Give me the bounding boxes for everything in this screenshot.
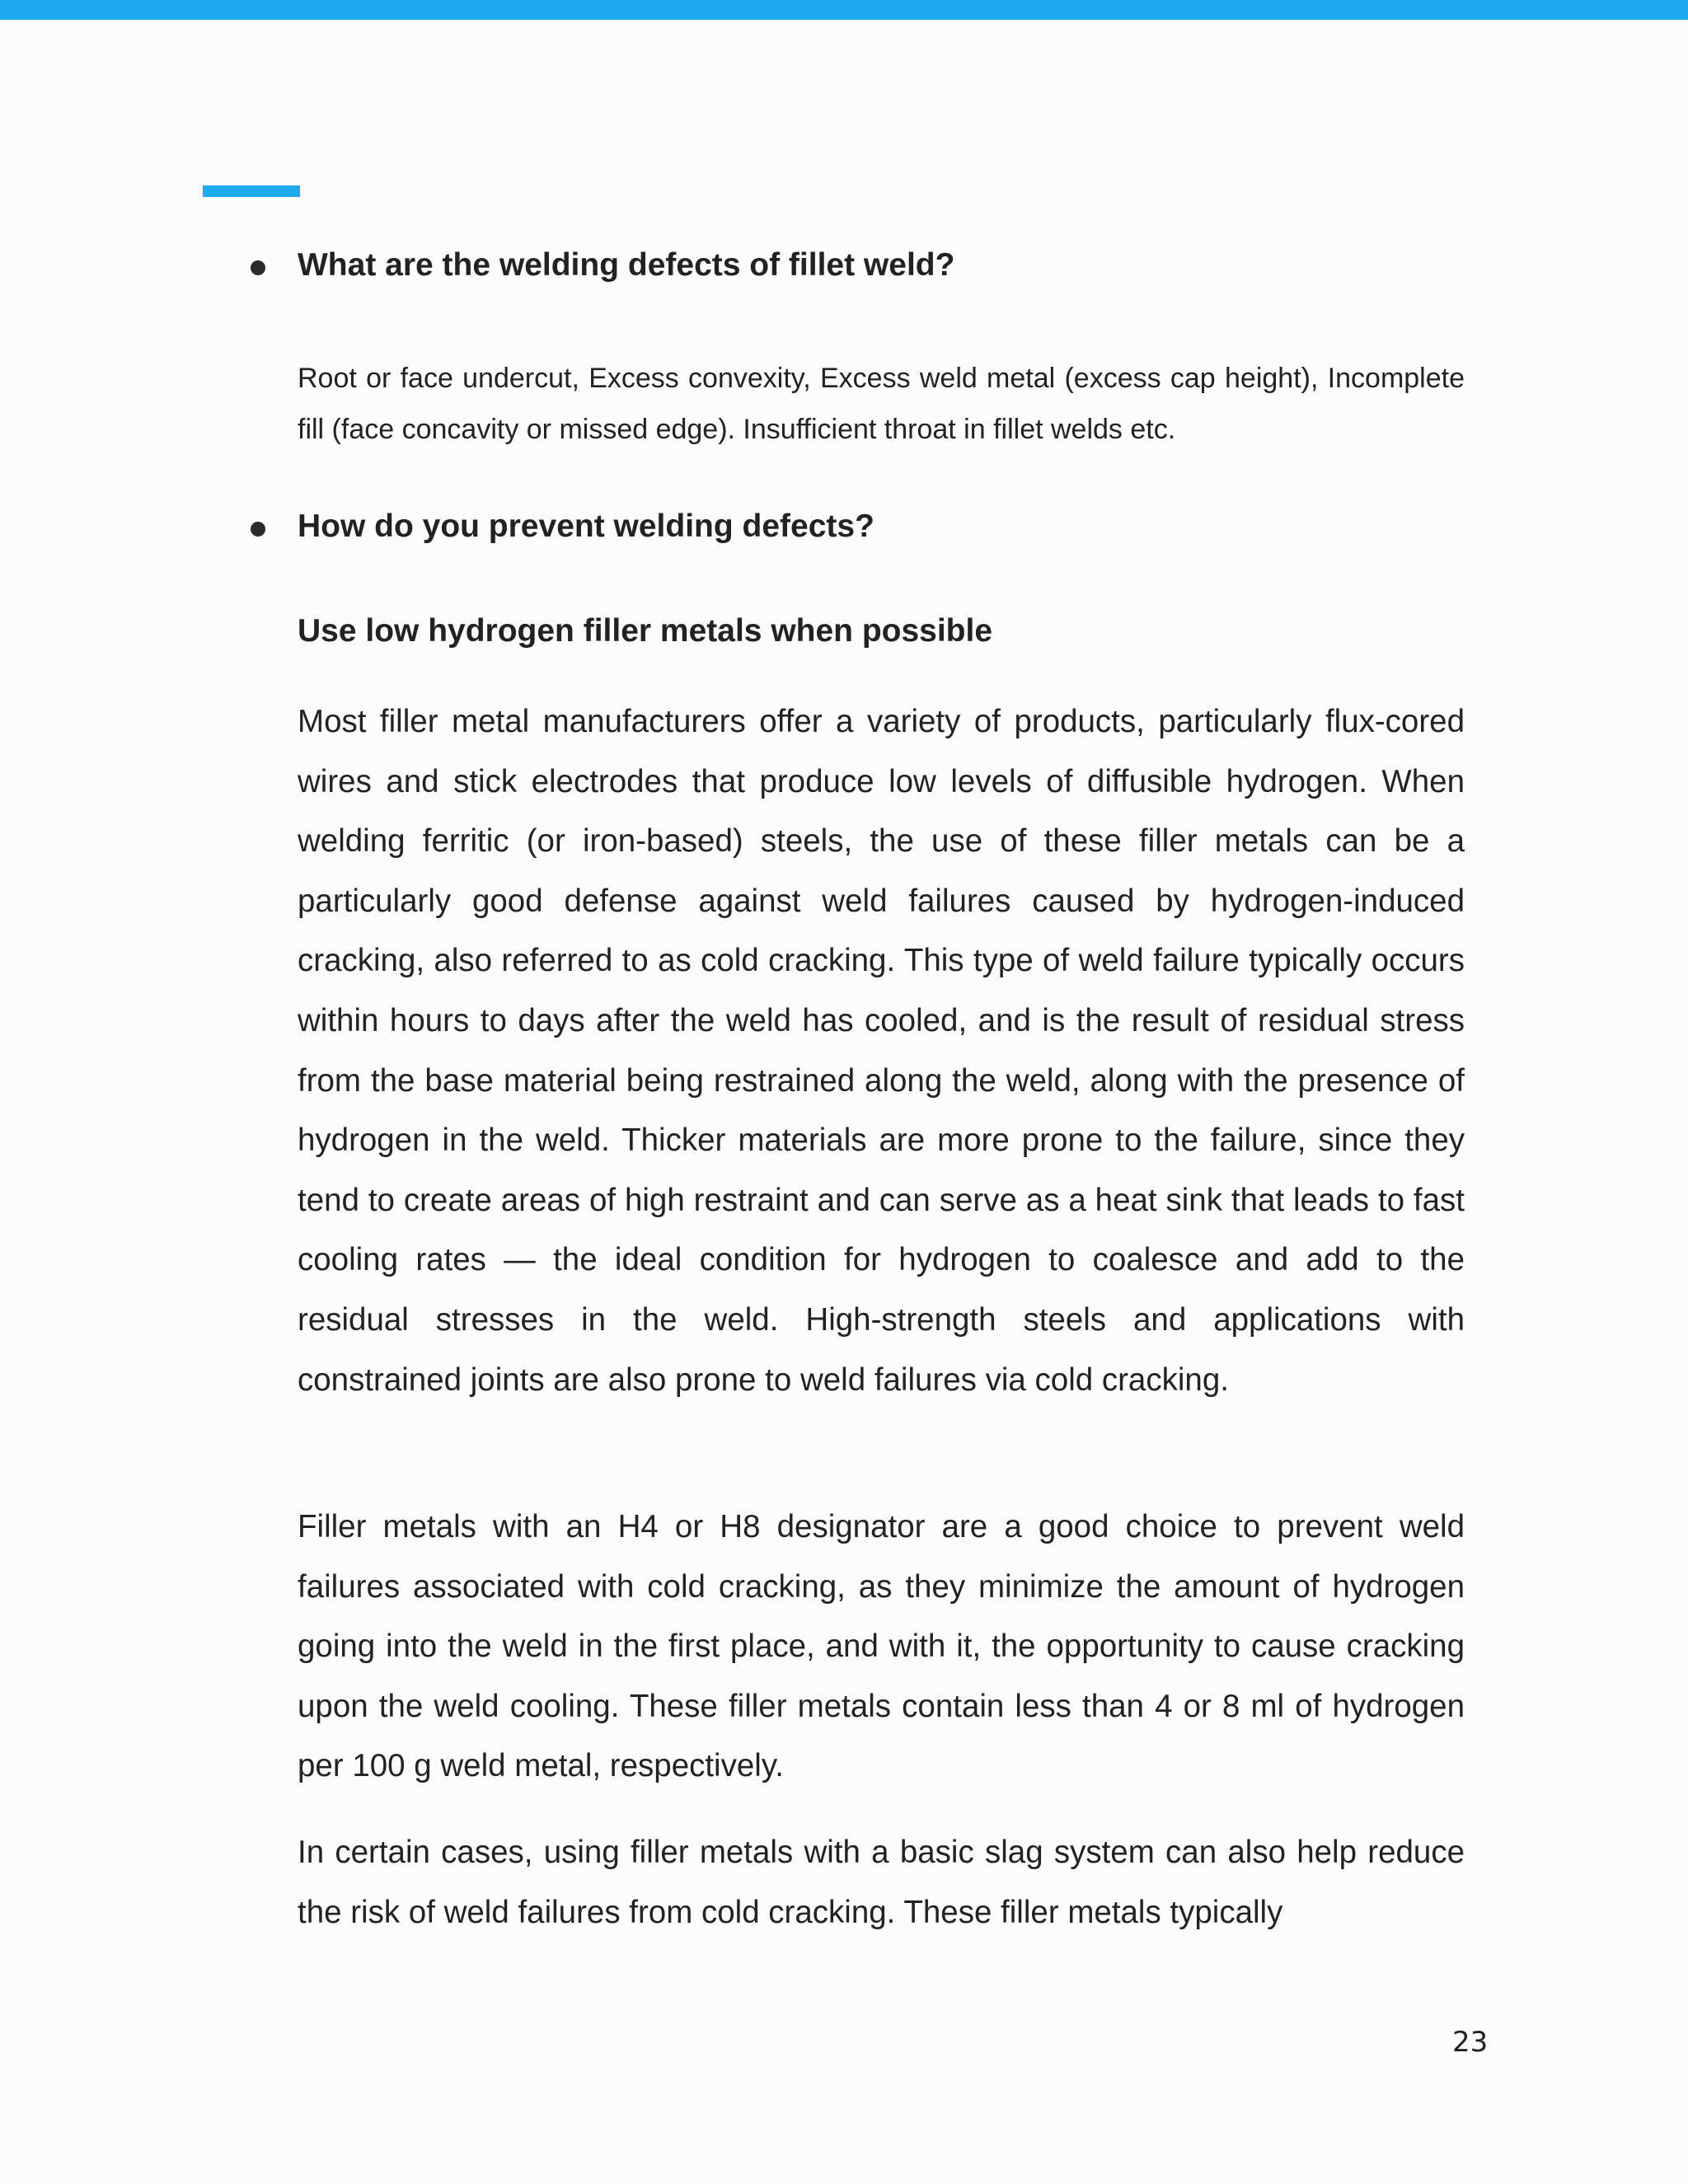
paragraph: In certain cases, using filler metals with a basic slag system can also help reduce the risk of weld failures from cold cracking. These filler metals typically [298,1835,1465,1930]
section-accent-dash [203,185,300,197]
question-heading: What are the welding defects of fillet weld? [298,247,955,283]
bullet-icon [251,260,265,275]
top-accent-bar [0,0,1688,20]
bullet-icon [251,522,265,537]
paragraph: Most filler metal manufacturers offer a variety of products, particularly flux-cored wires and stick electrodes that produce low levels of diffusible hydrogen. When welding ferritic (or iron-based) steels, the use of these filler metals can be a particularly good defense against weld failures caused by hydrogen-induced cracking, also referred to as cold cracking. This type of weld failure typically occurs within hours to days after the weld has cooled, and is the result of residual stress from the base material being restrained along the weld, along with the presence of hydrogen in the weld. Thicker materials are more prone to the failure, since they tend to create areas of high restraint and can serve as a heat sink that leads to fast cooling rates — the ideal condition for hydrogen to coalesce and add to the residual stresses in the weld. High-strength steels and applications with constrained joints are also prone to weld failures via cold cracking. [298,704,1465,1398]
paragraph: Filler metals with an H4 or H8 designator are a good choice to prevent weld failures associated with cold cracking, as they minimize the amount of hydrogen going into the weld in the first place, and with it, the opportunity to cause cracking upon the weld cooling. These filler metals contain less than 4 or 8 ml of hydrogen per 100 g weld metal, respectively. [298,1509,1465,1784]
answer-text: Root or face undercut, Excess convexity, Excess weld metal (excess cap height), Incomplete fill (face concavity or missed edge). Insufficient throat in fillet welds etc. [298,363,1465,445]
page-number: 23 [1452,2026,1489,2059]
subheading: Use low hydrogen filler metals when possible [298,613,993,649]
question-heading: How do you prevent welding defects? [298,509,874,544]
